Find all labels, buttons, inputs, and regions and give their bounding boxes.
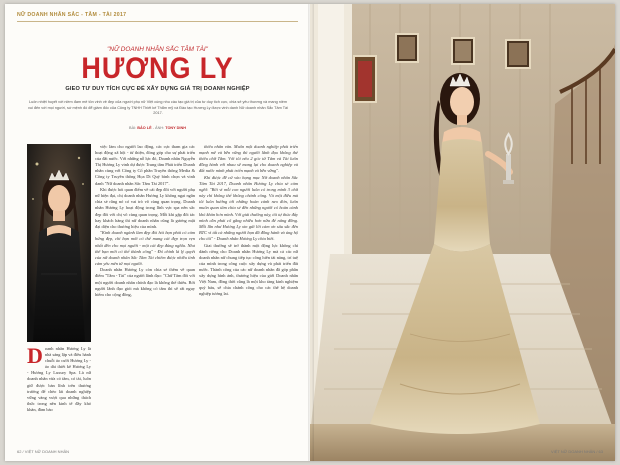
magazine-spread xyxy=(5,4,615,461)
drop-cap: D xyxy=(27,346,43,368)
article-column-3 xyxy=(199,144,298,449)
article-title: HƯƠNG LY xyxy=(81,52,234,85)
running-head: NỮ DOANH NHÂN SẮC - TÂM - TÀI 2017 xyxy=(17,12,127,18)
staircase-photo xyxy=(310,4,615,461)
article-column-2 xyxy=(95,144,195,449)
right-page xyxy=(310,4,615,461)
byline xyxy=(5,126,310,130)
header-rule xyxy=(17,21,298,22)
page-gutter xyxy=(308,4,314,461)
column-2-quote-paragraph: "Kinh doanh ngành làm đẹp đòi hỏi bạn phải có cảm hứng đẹp, chỉ bạn mới có thể mang cái đẹp trọn vẹn nhất đến cho mọi người - một cái đẹp đúng nghĩa. Như thế bạn mới có thể thành công" - Đó chính là lý quyết của nữ doanh nhân Sắc Tâm Tài chiêm được nhiều tình cảm yêu mến từ mọi người. xyxy=(95,230,195,266)
byline-label-photo: - ẢNH: xyxy=(152,126,165,130)
column-3-quote-paragraph: Khi được đề cử vào hạng mục Nữ doanh nhân Sắc Tâm Tài 2017, Doanh nhân Hương Ly chia sẻ cảm nghĩ: "Bởi vì mỗi con người luôn có trong mình 3 chữ này chỉ không thể không chánh công. Và một điều mà tôi luôn hướng tới những hoàn cảnh neo đơn, luôn muốn quan tâm chia sẻ đến những người có hoàn cảnh khó khăn hơn mình. Với giải thưởng này, tôi tự thúc đẩy mình cần phải cố gắng nhiều hơn nữa để nâng đỡng. Mỗi lần như Hương Ly xin gửi lời cảm ơn sâu sắc đến BTC vì tất cả những người bạn đã đồng hành và ủng hộ cho tôi" - Doanh nhân Hương Ly chia biết. xyxy=(199,174,298,241)
article-column-1 xyxy=(27,346,91,451)
column-2-paragraph: Khi được hỏi quan điểm về cái đẹp đối với người phụ nữ hiện đại, chị doanh nhân Hương Ly không ngại ngần chia sẻ rằng nó có vai trò vô cùng quan trọng. Doanh nhân Hương Ly hoạt động trong lĩnh vực spa nên sắc đẹp đối với chị vô cùng quan trọng. Mỗi khi gặp đối tác hay khách hàng thì nữ doanh nhân cũng là gương mặt đại diện cho thương hiệu của mình. xyxy=(95,187,195,229)
column-3-quote-paragraph: thiếu nhân văn. Muốn một doanh nghiệp phát triển mạnh mẽ và bền vững thì người lãnh đạo không thể thiếu chữ Tâm. Với tôi nếu 2 góc từ Tâm và Tài luôn đồng hành với nhau sẽ mang lại cho doanh nghiệp và đất nước mình phát triển mạnh và bền vững". xyxy=(199,144,298,174)
left-page xyxy=(5,4,310,461)
byline-author: BẢO LÊ xyxy=(137,126,152,130)
byline-label-text: BÀI: xyxy=(129,126,137,130)
page-footer-right: VIỆT NỮ DOANH NHÂN / 63 xyxy=(550,449,603,454)
column-2-paragraph: Doanh nhân Hương Ly còn chia sẻ thêm về quan điểm "Tâm - Tài" của người lãnh đạo: "Chữ Tâm đối với một người doanh nhân chính đạo là không thể thiếu. Bởi người lãnh đạo giỏi mà không có tâm thì sẽ rất nguy hiểm cho cộng đồng, xyxy=(95,267,195,297)
page-footer-left: 62 / VIỆT NỮ DOANH NHÂN xyxy=(17,449,70,454)
article-lead: Luôn nhiệt huyết với niềm đam mê tôn vinh vẻ đẹp của người phụ nữ Việt cùng nhu cầu tạo giá trị của tư duy tích cực, chia sẻ yêu thương và mang niềm vui đến với mọi người, sứ mệnh đó để giám đốc của Công ty TNHH Thiết kế Thẩm mỹ và Đào tạo Hương Ly được vinh danh Nữ doanh nhân Sắc Tâm Tài 2017. xyxy=(27,100,289,116)
article-subtitle: GIEO TƯ DUY TÍCH CỰC ĐỂ XÂY DỰNG GIÁ TRỊ DOANH NGHIỆP xyxy=(65,86,250,92)
column-1-text: oanh nhân Hương Ly là nhà sáng lập và điều hành chuỗi áo cưới Hương Ly - áo dài thiết kế Hương Ly - Hương Ly Luxury Spa. Là nữ doanh nhân vừa có tâm, có tài, luôn giữ được bản lĩnh trên thương trường để chèo lái doanh nghiệp vững vàng vượt qua những thách thức trong nền kinh tế đầy khó khăn, đàm bảo xyxy=(27,346,91,412)
portrait-illustration xyxy=(27,144,91,342)
byline-photographer: TONY DINH xyxy=(165,126,186,130)
article-kicker: "NỮ DOANH NHÂN SẮC TÂM TÀI" xyxy=(107,46,208,53)
portrait-photo xyxy=(27,144,91,342)
column-2-paragraph: việc làm cho người lao động, các cực tham gia các hoạt động xã hội - từ thiện, đóng góp cho sự phát triển của đất nước. Với những nỗ lực đó, Doanh nhân Nguyễn Thị Hương Ly vinh dự được Trung tâm Phát triển Doanh nhân cùng với Công ty Cổ phần Truyền thông Media & Công ty Truyền thông Họa Di Quý bình chọn và vinh danh "Nữ doanh nhân Sắc Tâm Tài 2017". xyxy=(95,144,195,186)
column-3-paragraph: Giai thưởng sẽ trở thành một động lực không chỉ dành riêng cho Doanh nhân Hương Ly mà cả các nữ doanh nhân nữ chung tiếp tục công hiến tài năng, trí tuệ của mình trong công cuộc xây dựng và phát triển đất nước. Thành công của các nữ doanh nhân đã góp phần xây dựng hình ảnh, thương hiệu của giới Doanh nhân Việt Nam, đồng thời cũng là một kho tàng kinh nghiệm quý báu, sẽ chia chánh công cho các thế hệ doanh nghiệp tương lai. xyxy=(199,242,298,297)
